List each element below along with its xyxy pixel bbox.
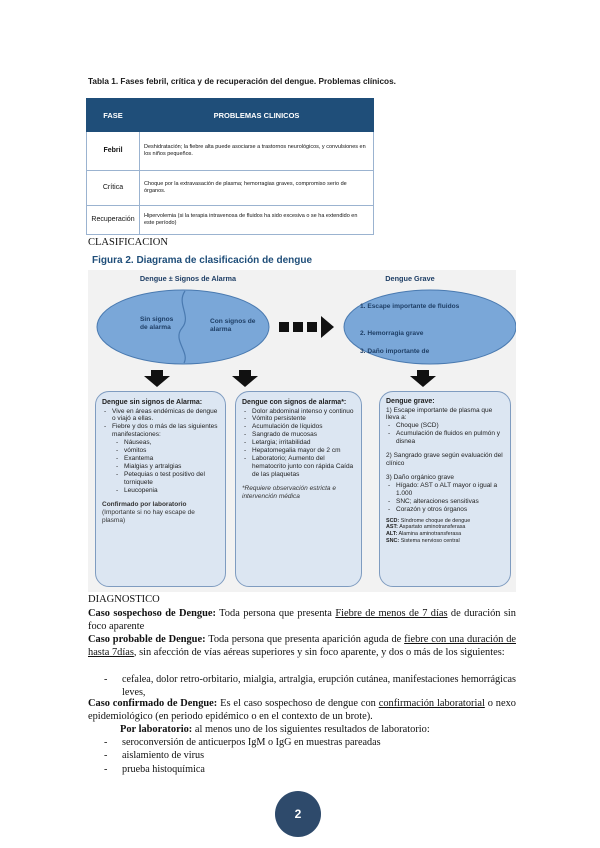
list-item: - Letargia; irritabilidad	[242, 439, 355, 447]
table1-header-row	[87, 99, 374, 132]
transition-arrow	[279, 316, 334, 338]
page-number-badge: 2	[275, 791, 321, 837]
list-item: - seroconversión de anticuerpos IgM o IgG en muestras pareadas	[104, 737, 381, 748]
list-item: - Choque (SCD)	[386, 422, 504, 430]
down-arrow	[144, 370, 170, 387]
card-dengue-sin-signos	[95, 391, 226, 587]
table1-problem-cell: Choque por la extravasación de plasma; hemorragias graves, compromiso serio de órganos.	[140, 171, 374, 206]
con-signos-label: Con signos de alarma	[210, 318, 256, 333]
list-item: - Mialgias y artralgias	[102, 463, 219, 471]
confirmacion-underline: confirmación laboratorial	[378, 698, 485, 709]
grave-item: 3. Daño importante de	[360, 348, 430, 355]
down-arrow	[232, 370, 258, 387]
grave-item: 1. Escape importante de fluidos	[360, 303, 460, 310]
card-dengue-con-signos	[235, 391, 362, 587]
right-ellipse-header: Dengue Grave	[385, 274, 435, 283]
caso-sospechoso-label: Caso sospechoso de Dengue:	[88, 608, 216, 619]
clasificacion-heading: CLASIFICACION	[88, 237, 168, 248]
grave-point-3: 3) Daño orgánico grave	[386, 473, 454, 481]
observation-note: *Requiere observación estricta e intervención médica	[242, 484, 336, 500]
caso-confirmado-label: Caso confirmado de Dengue:	[88, 698, 218, 709]
confirmation-detail: (Importante si no hay escape de plasma)	[102, 508, 195, 524]
table1-problem-cell: Hipervolemia (si la terapia intravenosa de fluidos ha sido excesiva o se ha extendido en este período)	[140, 206, 374, 235]
abbr-item: SCD: Síndrome choque de dengue	[386, 517, 471, 524]
abbreviations	[386, 518, 504, 545]
confirmation-bold: Confirmado por laboratorio	[102, 500, 187, 508]
sin-signos-label: Sin signos de alarma	[140, 316, 174, 331]
list-item: - Exantema	[102, 455, 219, 463]
list-item: - Hepatomegalia mayor de 2 cm	[242, 447, 355, 455]
table1-caption: Tabla 1. Fases febril, crítica y de recuperación del dengue. Problemas clínicos.	[88, 76, 396, 86]
list-item: - Sangrado de mucosas	[242, 431, 355, 439]
list-item: - vómitos	[102, 447, 219, 455]
caso-probable-paragraph: Caso probable de Dengue: Toda persona que presenta aparición aguda de fiebre con una duración de hasta 7días, sin afección de vías aéreas superiores y sin foco aparente, y dos o más de los siguientes:	[88, 634, 517, 659]
list-item: - Náuseas,	[102, 439, 219, 447]
table1-problem-cell: Deshidratación; la fiebre alta puede asociarse a trastornos neurológicos, y convulsiones en los niños pequeños.	[140, 132, 374, 171]
down-arrow	[410, 370, 436, 387]
por-laboratorio-label: Por laboratorio:	[120, 724, 193, 735]
table1-fase-cell: Crítica	[87, 171, 140, 206]
list-item: - SNC; alteraciones sensitivas	[386, 498, 504, 506]
list-item: - Vómito persistente	[242, 415, 355, 423]
list-item: - prueba histoquímica	[104, 763, 205, 775]
card-title: Dengue sin signos de Alarma:	[102, 399, 203, 406]
table1-fase-cell: Recuperación	[87, 206, 140, 235]
diagnostico-heading: DIAGNOSTICO	[88, 594, 160, 605]
lab-results-list	[104, 736, 516, 776]
list-item: - Acumulación de líquidos	[242, 423, 355, 431]
grave-item: 2. Hemorragia grave	[360, 330, 424, 337]
list-item: - cefalea, dolor retro-orbitario, mialgia, artralgia, erupción cutánea, manifestaciones hemorrágicas leves,	[104, 674, 516, 699]
confirmation-note	[102, 501, 219, 525]
table1	[86, 98, 374, 235]
table-row	[87, 206, 374, 235]
card-list	[242, 408, 355, 479]
list-item: - Vive en áreas endémicas de dengue o viajó a ellas.	[102, 408, 219, 424]
card-title: Dengue grave:	[386, 398, 435, 405]
card-list	[386, 422, 504, 446]
caso-confirmado-paragraph: Caso confirmado de Dengue: Es el caso sospechoso de dengue con confirmación laboratorial o nexo epidemiológico (en periodo epidémico o en el contexto de un brote).	[88, 698, 516, 723]
grave-point-2: 2) Sangrado grave según evaluación del clínico	[386, 452, 503, 468]
abbr-item: AST: Aspartato aminotransferasa	[386, 524, 466, 531]
list-item: - aislamiento de virus	[104, 750, 205, 762]
table1-header-problemas: PROBLEMAS CLINICOS	[140, 99, 374, 132]
abbr-item: ALT: Alamina aminotransferasa	[386, 531, 462, 538]
grave-point-1: 1) Escape importante de plasma que lleva a:	[386, 406, 493, 422]
card-list	[102, 408, 219, 495]
table1-fase-cell: Febril	[87, 132, 140, 171]
card-title: Dengue con signos de alarma*:	[242, 399, 347, 406]
abbr-item: SNC: Sistema nervioso central	[386, 537, 460, 544]
caso-probable-label: Caso probable de Dengue:	[88, 634, 206, 645]
list-item: - Fiebre y dos o más de las siguientes manifestaciones:	[102, 423, 219, 439]
card-dengue-grave	[379, 391, 511, 587]
list-item: - Laboratorio; Aumento del hematocrito junto con rápida Caída de las plaquetas	[242, 455, 355, 479]
table1-header-fase: FASE	[87, 99, 140, 132]
fiebre-duracion-underline: fiebre con una duración de hasta 7días	[88, 634, 517, 659]
list-item: - Dolor abdominal intenso y continuo	[242, 408, 355, 416]
list-item: - Corazón y otros órganos	[386, 506, 504, 514]
caso-sospechoso-paragraph: Caso sospechoso de Dengue: Toda persona que presenta Fiebre de menos de 7 días de duración sin foco aparente	[88, 608, 517, 633]
por-laboratorio-line: Por laboratorio: al menos uno de los siguientes resultados de laboratorio:	[120, 724, 430, 735]
fiebre-underline: Fiebre de menos de 7 días	[335, 608, 448, 619]
table-row	[87, 171, 374, 206]
left-ellipse-header: Dengue ± Signos de Alarma	[139, 274, 237, 283]
table-row	[87, 132, 374, 171]
list-item: - Leucopenia	[102, 487, 219, 495]
list-item: - Acumulación de fluidos en pulmón y disnea	[386, 430, 504, 446]
list-item: - Petequias o test positivo del torniquete	[102, 471, 219, 487]
list-item: - Hígado: AST o ALT mayor o igual a 1.000	[386, 482, 504, 498]
figure2-title: Figura 2. Diagrama de clasificación de dengue	[92, 255, 313, 266]
card-list	[386, 482, 504, 514]
